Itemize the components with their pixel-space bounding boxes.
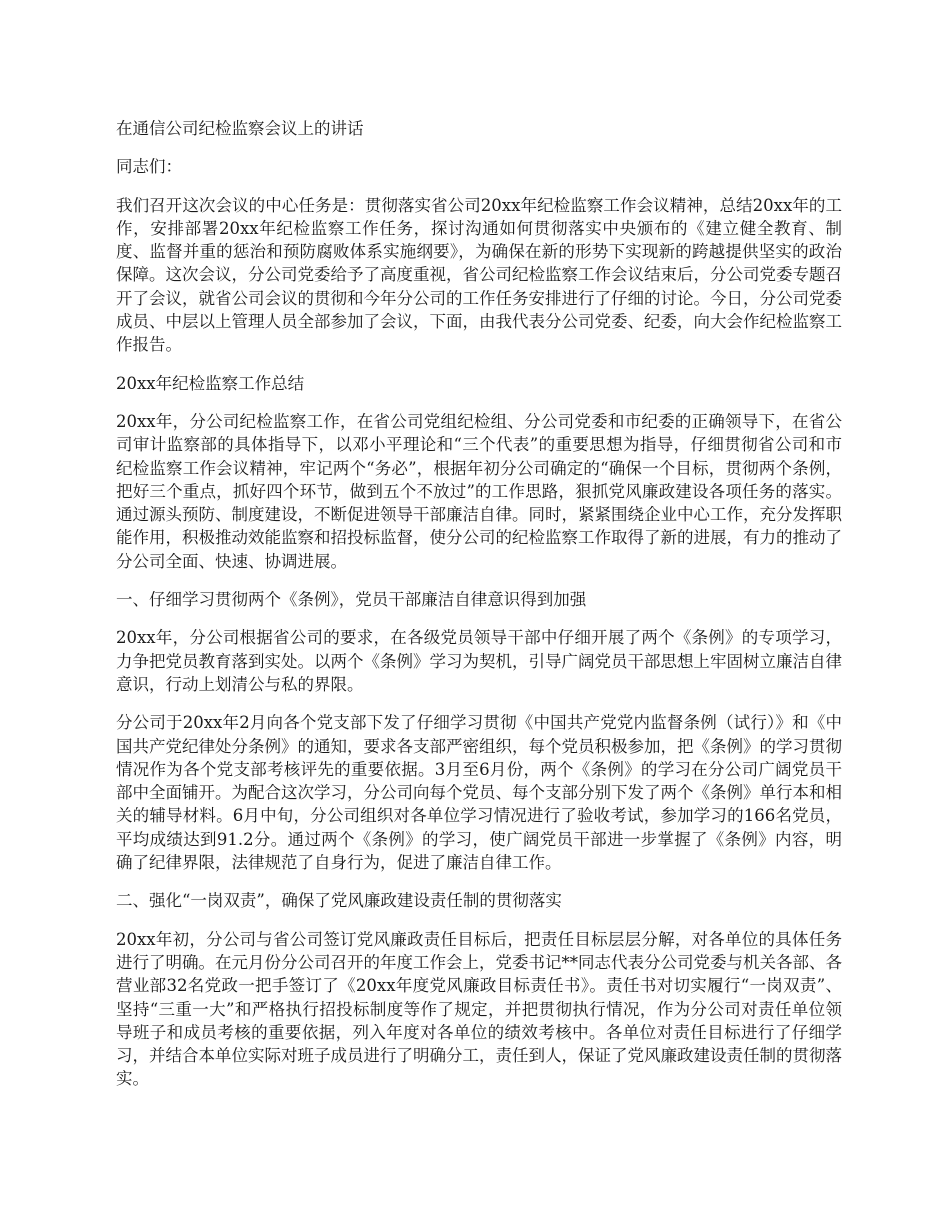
section-2-paragraph-1: 20xx年初，分公司与省公司签订党风廉政责任目标后，把责任目标层层分解，对各单位的具体任务进行了明确。在元月份分公司召开的年度工作会上，党委书记**同志代表分公司党委与机关各部、各营业部32名党政一把手签订了《20xx年度党风廉政目标责任书》。责任书对切实履行“一岗双责”、坚持“三重一大”和严格执行招投标制度等作了规定，并把贯彻执行情况，作为分公司对责任单位领导班子和成员考核的重要依据，列入年度对各单位的绩效考核中。各单位对责任目标进行了仔细学习，并结合本单位实际对班子成员进行了明确分工，责任到人，保证了党风廉政建设责任制的贯彻落实。 bbox=[116, 929, 842, 1089]
section-1-paragraph-2: 分公司于20xx年2月向各个党支部下发了仔细学习贯彻《中国共产党党内监督条例（试行）》和《中国共产党纪律处分条例》的通知，要求各支部严密组织，每个党员积极参加，把《条例》的学习贯彻情况作为各个党支部考核评先的重要依据。3月至6月份，两个《条例》的学习在分公司广阔党员干部中全面铺开。为配合这次学习，分公司向每个党员、每个支部分别下发了两个《条例》单行本和相关的辅导材料。6月中旬，分公司组织对各单位学习情况进行了验收考试，参加学习的166名党员，平均成绩达到91.2分。通过两个《条例》的学习，使广阔党员干部进一步掌握了《条例》内容，明确了纪律界限，法律规范了自身行为，促进了廉洁自律工作。 bbox=[116, 713, 842, 873]
section-1-heading: 一、仔细学习贯彻两个《条例》，党员干部廉洁自律意识得到加强 bbox=[116, 590, 587, 610]
section-1-paragraph-1: 20xx年，分公司根据省公司的要求，在各级党员领导干部中仔细开展了两个《条例》的专项学习，力争把党员教育落到实处。以两个《条例》学习为契机，引导广阔党员干部思想上牢固树立廉洁自律意识，行动上划清公与私的界限。 bbox=[116, 628, 842, 694]
summary-heading: 20xx年纪检监察工作总结 bbox=[116, 373, 305, 393]
document-page bbox=[116, 117, 842, 1106]
intro-paragraph: 我们召开这次会议的中心任务是：贯彻落实省公司20xx年纪检监察工作会议精神，总结20xx年的工作，安排部署20xx年纪检监察工作任务，探讨沟通如何贯彻落实中央颁布的《建立健全教育、制度、监督并重的惩治和预防腐败体系实施纲要》，为确保在新的形势下实现新的跨越提供坚实的政治保障。这次会议，分公司党委给予了高度重视，省公司纪检监察工作会议结束后，分公司党委专题召开了会议，就省公司会议的贯彻和今年分公司的工作任务安排进行了仔细的讨论。今日，分公司党委成员、中层以上管理人员全部参加了会议，下面，由我代表分公司党委、纪委，向大会作纪检监察工作报告。 bbox=[116, 195, 842, 355]
document-title: 在通信公司纪检监察会议上的讲话 bbox=[116, 119, 364, 138]
summary-paragraph: 20xx年，分公司纪检监察工作，在省公司党组纪检组、分公司党委和市纪委的正确领导下，在省公司审计监察部的具体指导下，以邓小平理论和“三个代表”的重要思想为指导，仔细贯彻省公司和市纪检监察工作会议精神，牢记两个“务必”，根据年初分公司确定的“确保一个目标，贯彻两个条例，把好三个重点，抓好四个环节，做到五个不放过”的工作思路，狠抓党风廉政建设各项任务的落实。通过源头预防、制度建设，不断促进领导干部廉洁自律。同时，紧紧围绕企业中心工作，充分发挥职能作用，积极推动效能监察和招投标监督，使分公司的纪检监察工作取得了新的进展，有力的推动了分公司全面、快速、协调进展。 bbox=[116, 411, 842, 571]
section-2-heading: 二、强化“一岗双责”，确保了党风廉政建设责任制的贯彻落实 bbox=[116, 891, 562, 911]
salutation: 同志们： bbox=[116, 157, 182, 177]
